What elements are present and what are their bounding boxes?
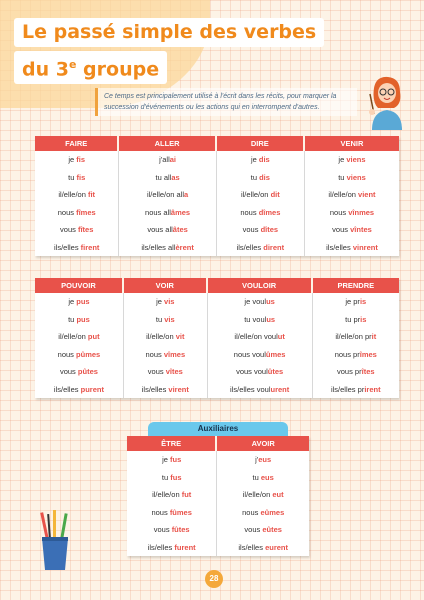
cell-stem: tu — [68, 172, 77, 182]
cell-stem: tu all — [155, 172, 172, 182]
cell-stem: tu — [338, 172, 347, 182]
cell-stem: tu — [252, 472, 261, 482]
cell-stem: nous — [145, 349, 164, 359]
cell-ending: fis — [76, 155, 86, 165]
title-line-2-sup: e — [68, 58, 77, 71]
conjugation-cell — [124, 328, 208, 346]
cell-stem: vous — [60, 225, 78, 235]
conjugation-cell — [217, 504, 309, 522]
cell-ending: vîmes — [163, 349, 186, 359]
table-header: VENIR — [305, 136, 399, 151]
cell-ending: viens — [346, 155, 366, 165]
cell-stem: vous voul — [236, 367, 268, 377]
conjugation-cell — [217, 204, 305, 222]
cell-ending: dit — [270, 190, 280, 200]
conjugation-cell — [35, 221, 119, 239]
table-row — [35, 204, 399, 222]
cell-stem: ils/elles — [236, 242, 264, 252]
cell-ending: vient — [358, 190, 376, 200]
page-number: 28 — [205, 570, 223, 588]
cell-stem: il/elle/on — [58, 190, 88, 200]
conjugation-cell — [305, 186, 399, 204]
cell-ending: ut — [277, 332, 285, 342]
cell-ending: viens — [346, 172, 366, 182]
cell-ending: fûtes — [171, 525, 190, 535]
cell-stem: tu — [250, 172, 260, 182]
cell-stem: nous — [240, 207, 259, 217]
cell-ending: fus — [170, 472, 182, 482]
cell-stem: il/elle/on — [152, 490, 182, 500]
cell-ending: âmes — [170, 207, 191, 217]
conjugation-cell — [35, 311, 124, 329]
intro-text: Ce temps est principalement utilisé à l'écrit dans les récits, pour marquer la succession d'événements ou les actions qui en interrompent d'autres. — [95, 88, 357, 116]
table-row — [127, 469, 309, 487]
cell-stem: ils/elles — [53, 384, 81, 394]
conjugation-cell — [305, 204, 399, 222]
cell-stem: ils/elles — [53, 242, 81, 252]
conjugation-cell — [35, 151, 119, 169]
cell-ending: urent — [270, 384, 290, 394]
table-row — [35, 293, 399, 311]
conjugation-cell — [208, 328, 313, 346]
table-row — [35, 239, 399, 257]
cell-stem: je — [68, 297, 77, 307]
cell-stem: ils/elles all — [141, 242, 176, 252]
cell-ending: vit — [175, 332, 185, 342]
conjugation-cell — [208, 381, 313, 399]
cell-ending: ai — [169, 155, 177, 165]
conjugation-cell — [35, 363, 124, 381]
cell-stem: ils/elles pr — [330, 384, 365, 394]
cell-ending: fus — [170, 455, 182, 465]
cell-stem: tu — [161, 472, 171, 482]
conjugation-cell — [124, 311, 208, 329]
cell-stem: nous all — [145, 207, 171, 217]
conjugation-cell — [217, 539, 309, 557]
conjugation-cell — [208, 363, 313, 381]
table-row — [35, 169, 399, 187]
cell-stem: vous — [332, 225, 351, 235]
cell-stem: ils/elles — [326, 242, 353, 252]
cell-ending: eus — [258, 455, 272, 465]
conjugation-cell — [119, 221, 216, 239]
conjugation-cell — [313, 311, 399, 329]
conjugation-cell — [313, 293, 399, 311]
cell-ending: ûtes — [267, 367, 284, 377]
conjugation-cell — [217, 239, 305, 257]
cell-ending: fûmes — [169, 507, 192, 517]
table-header: POUVOIR — [35, 278, 124, 293]
cell-stem: nous pr — [334, 349, 360, 359]
table-row — [127, 451, 309, 469]
cell-stem: il/elle/on — [328, 190, 359, 200]
conjugation-cell — [127, 469, 217, 487]
cell-ending: dîmes — [258, 207, 281, 217]
cell-ending: as — [171, 172, 180, 182]
conjugation-cell — [305, 239, 399, 257]
conjugation-cell — [119, 239, 216, 257]
cell-stem: je — [162, 455, 171, 465]
conjugation-cell — [208, 293, 313, 311]
conjugation-cell — [313, 346, 399, 364]
conjugation-table-auxiliaires — [127, 436, 309, 556]
conjugation-cell — [127, 486, 217, 504]
table-row — [35, 151, 399, 169]
table-row — [35, 346, 399, 364]
cell-stem: il/elle/on voul — [234, 332, 278, 342]
cell-stem: j'all — [159, 155, 170, 165]
cell-ending: virent — [168, 384, 189, 394]
table-header: ÊTRE — [127, 436, 217, 451]
cell-ending: pus — [76, 314, 90, 324]
conjugation-cell — [313, 328, 399, 346]
cell-ending: irent — [364, 384, 381, 394]
cell-stem: tu pr — [345, 314, 361, 324]
conjugation-cell — [119, 204, 216, 222]
cell-ending: us — [266, 297, 275, 307]
table-row — [35, 186, 399, 204]
conjugation-cell — [35, 328, 124, 346]
conjugation-cell — [217, 451, 309, 469]
conjugation-cell — [208, 346, 313, 364]
conjugation-cell — [127, 521, 217, 539]
conjugation-cell — [313, 363, 399, 381]
cell-ending: it — [371, 332, 377, 342]
cell-stem: vous — [153, 525, 172, 535]
cell-stem: ils/elles — [147, 542, 175, 552]
conjugation-cell — [305, 221, 399, 239]
cell-stem: je pr — [345, 297, 360, 307]
conjugation-cell — [217, 521, 309, 539]
conjugation-cell — [127, 451, 217, 469]
cell-stem: nous — [57, 349, 77, 359]
cell-stem: nous voul — [233, 349, 266, 359]
cell-ending: furent — [174, 542, 196, 552]
cell-ending: eurent — [265, 542, 288, 552]
cell-ending: is — [360, 314, 367, 324]
cell-ending: eûmes — [260, 507, 285, 517]
cell-stem: ils/elles — [141, 384, 169, 394]
conjugation-cell — [313, 381, 399, 399]
cell-stem: tu — [155, 314, 165, 324]
conjugation-cell — [217, 469, 309, 487]
cell-ending: vinrent — [352, 242, 378, 252]
cell-stem: j' — [255, 455, 259, 465]
conjugation-cell — [305, 169, 399, 187]
cell-stem: je — [338, 155, 347, 165]
cell-ending: fîtes — [77, 225, 94, 235]
cell-ending: is — [359, 297, 367, 307]
page-title — [14, 18, 324, 88]
cell-ending: èrent — [175, 242, 194, 252]
conjugation-cell — [217, 169, 305, 187]
cell-ending: dîtes — [260, 225, 279, 235]
cell-stem: vous pr — [337, 367, 362, 377]
conjugation-cell — [35, 381, 124, 399]
cell-stem: je — [156, 297, 165, 307]
cell-ending: ûmes — [265, 349, 286, 359]
cell-stem: il/elle/on — [146, 332, 176, 342]
cell-stem: il/elle/on — [240, 190, 271, 200]
table-row — [35, 328, 399, 346]
conjugation-cell — [305, 151, 399, 169]
cell-ending: pûmes — [76, 349, 101, 359]
pencil-cup-icon — [34, 510, 76, 572]
cell-stem: nous — [151, 507, 170, 517]
cell-ending: vîntes — [350, 225, 372, 235]
conjugation-cell — [124, 363, 208, 381]
auxiliaires-tab: Auxiliaires — [148, 422, 288, 436]
conjugation-cell — [119, 169, 216, 187]
cell-ending: pûtes — [77, 367, 98, 377]
table-row — [127, 521, 309, 539]
table-row — [35, 221, 399, 239]
conjugation-cell — [208, 311, 313, 329]
title-line-2-main: du 3 — [22, 58, 69, 81]
cell-stem: il/elle/on — [242, 490, 273, 500]
cell-ending: dis — [258, 155, 270, 165]
table-header: FAIRE — [35, 136, 119, 151]
cell-stem: je voul — [244, 297, 267, 307]
conjugation-cell — [124, 293, 208, 311]
cell-stem: ils/elles voul — [230, 384, 271, 394]
table-header: AVOIR — [217, 436, 309, 451]
conjugation-cell — [217, 486, 309, 504]
cell-stem: nous — [329, 207, 349, 217]
cell-ending: fut — [181, 490, 192, 500]
cell-stem: vous — [244, 525, 263, 535]
conjugation-cell — [35, 239, 119, 257]
cell-stem: nous — [57, 207, 77, 217]
cell-ending: us — [266, 314, 276, 324]
table-row — [35, 311, 399, 329]
cell-ending: âtes — [172, 225, 188, 235]
conjugation-cell — [217, 151, 305, 169]
table-row — [127, 486, 309, 504]
title-line-1: Le passé simple des verbes — [14, 18, 324, 47]
title-line-2 — [14, 51, 167, 84]
conjugation-cell — [119, 186, 216, 204]
conjugation-cell — [124, 346, 208, 364]
table-row — [35, 381, 399, 399]
conjugation-cell — [217, 186, 305, 204]
cell-ending: eut — [272, 490, 284, 500]
cell-stem: il/elle/on — [58, 332, 88, 342]
conjugation-table-2 — [35, 278, 399, 398]
cell-ending: dis — [259, 172, 270, 182]
cell-stem: il/elle/on all — [146, 190, 185, 200]
cell-ending: îtes — [361, 367, 375, 377]
cell-ending: fis — [76, 172, 86, 182]
conjugation-table-1 — [35, 136, 399, 256]
cell-stem: vous all — [147, 225, 173, 235]
cell-stem: ils/elles — [238, 542, 266, 552]
conjugation-cell — [127, 504, 217, 522]
cell-ending: eus — [260, 472, 274, 482]
conjugation-cell — [217, 221, 305, 239]
cell-ending: vis — [164, 297, 175, 307]
cell-stem: nous — [242, 507, 261, 517]
cell-ending: eûtes — [262, 525, 282, 535]
conjugation-cell — [35, 293, 124, 311]
conjugation-cell — [35, 204, 119, 222]
cell-ending: vis — [164, 314, 175, 324]
table-header: PRENDRE — [313, 278, 399, 293]
cell-ending: îmes — [359, 349, 377, 359]
cell-ending: fîmes — [76, 207, 96, 217]
cell-ending: vînmes — [348, 207, 375, 217]
cell-stem: tu voul — [244, 314, 267, 324]
cell-ending: dirent — [263, 242, 285, 252]
conjugation-cell — [35, 346, 124, 364]
cell-stem: vous — [242, 225, 261, 235]
table-row — [127, 539, 309, 557]
cell-ending: pus — [76, 297, 90, 307]
conjugation-cell — [124, 381, 208, 399]
table-row — [127, 504, 309, 522]
cell-ending: a — [184, 190, 189, 200]
table-header: ALLER — [119, 136, 216, 151]
cell-ending: fit — [87, 190, 96, 200]
conjugation-cell — [119, 151, 216, 169]
table-header: DIRE — [217, 136, 305, 151]
cell-stem: vous — [147, 367, 166, 377]
table-header: VOIR — [124, 278, 208, 293]
cell-ending: firent — [80, 242, 100, 252]
cell-ending: purent — [80, 384, 104, 394]
conjugation-cell — [127, 539, 217, 557]
conjugation-cell — [35, 169, 119, 187]
teacher-illustration-icon — [364, 74, 408, 130]
table-row — [35, 363, 399, 381]
cell-stem: vous — [59, 367, 78, 377]
cell-stem: tu — [68, 314, 77, 324]
cell-stem: il/elle/on pr — [335, 332, 372, 342]
cell-ending: put — [87, 332, 100, 342]
cell-stem: je — [250, 155, 259, 165]
conjugation-cell — [35, 186, 119, 204]
cell-stem: je — [68, 155, 77, 165]
table-header: VOULOIR — [208, 278, 313, 293]
cell-ending: vîtes — [165, 367, 183, 377]
title-line-2-end: groupe — [76, 58, 160, 81]
